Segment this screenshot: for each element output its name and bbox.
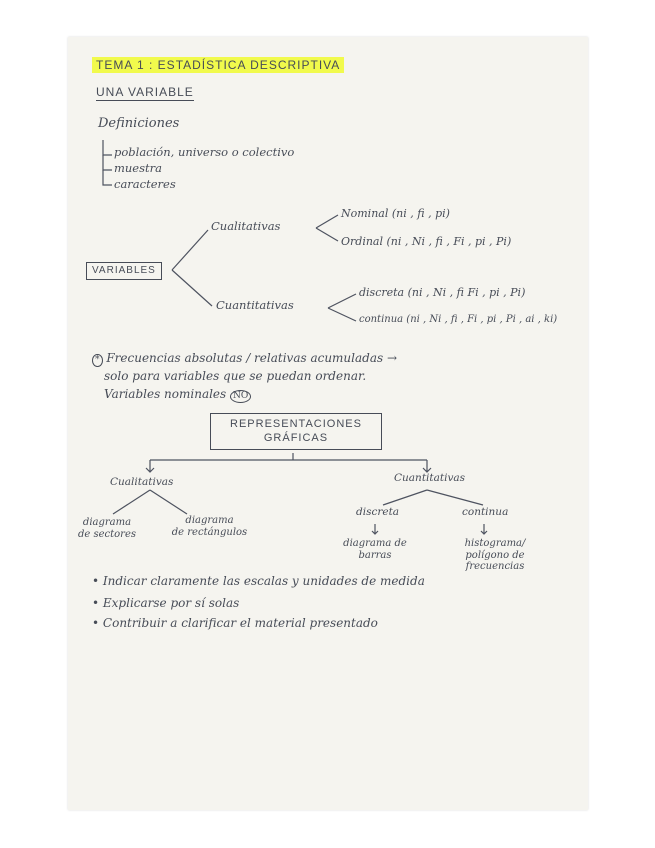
diagrama-sectores: diagrama de sectores: [77, 517, 137, 540]
note-line-3: Variables nominales NO: [104, 388, 251, 403]
repr-discreta-label: discreta: [356, 506, 400, 518]
page-title: TEMA 1 : ESTADÍSTICA DESCRIPTIVA: [92, 57, 344, 73]
bullet-item: • Contribuir a clarificar el material presentado: [92, 616, 378, 630]
representaciones-title-2: GRÁFICAS: [263, 432, 329, 445]
definition-arrow-3: [103, 170, 112, 185]
repr-down-left: [146, 460, 154, 472]
cuant-branch-left: [383, 490, 427, 505]
cualitativas-label: Cualitativas: [211, 219, 281, 233]
definition-item: muestra: [114, 161, 162, 175]
variables-branch-cuantitativas: [172, 270, 212, 306]
repr-down-right: [423, 460, 431, 472]
histograma-poligono: histograma/ polígono de frecuencias: [464, 538, 526, 572]
repr-cualitativas-label: Cualitativas: [110, 476, 174, 488]
no-circled: NO: [230, 390, 251, 403]
definition-arrow-1: [103, 140, 112, 155]
repr-cuantitativas-label: Cuantitativas: [394, 472, 466, 484]
diagrama-rectangulos: diagrama de rectángulos: [171, 515, 248, 538]
discreta-label: discreta (ni , Ni , fi Fi , pi , Pi): [359, 286, 526, 299]
cualitativas-branch-ordinal: [316, 228, 338, 241]
ordinal-label: Ordinal (ni , Ni , fi , Fi , pi , Pi): [341, 235, 512, 248]
definition-arrow-2: [103, 155, 112, 170]
note-line-1: * Frecuencias absolutas / relativas acumuladas →: [92, 352, 397, 367]
definitions-heading: Definiciones: [98, 116, 180, 131]
cuantitativas-label: Cuantitativas: [216, 298, 294, 312]
repr-continua-label: continua: [462, 506, 509, 518]
continua-arrow: [481, 524, 487, 534]
cualitativas-branch-nominal: [316, 215, 338, 228]
cuantitativas-branch-continua: [328, 308, 356, 321]
definition-item: caracteres: [114, 177, 176, 191]
cuant-branch-right: [427, 490, 483, 505]
note-marker: *: [92, 354, 103, 367]
discreta-arrow: [372, 524, 378, 534]
bullet-item: • Explicarse por sí solas: [92, 596, 240, 610]
continua-label: continua (ni , Ni , fi , Fi , pi , Pi , ai , ki): [359, 314, 558, 325]
variables-branch-cualitativas: [172, 230, 208, 270]
cualit-branch-left: [113, 490, 150, 514]
diagrama-barras: diagrama de barras: [343, 538, 407, 561]
nominal-label: Nominal (ni , fi , pi): [341, 207, 450, 220]
note-line-2: solo para variables que se puedan ordenar.: [104, 369, 367, 383]
representaciones-title-1: REPRESENTACIONES: [230, 418, 362, 430]
representaciones-box: [210, 413, 382, 450]
variables-box: VARIABLES: [86, 262, 162, 280]
subtitle: UNA VARIABLE: [96, 85, 194, 99]
definition-item: población, universo o colectivo: [114, 145, 295, 159]
cuantitativas-branch-discreta: [328, 294, 356, 308]
bullet-item: • Indicar claramente las escalas y unidades de medida: [92, 574, 425, 588]
cualit-branch-right: [150, 490, 187, 514]
